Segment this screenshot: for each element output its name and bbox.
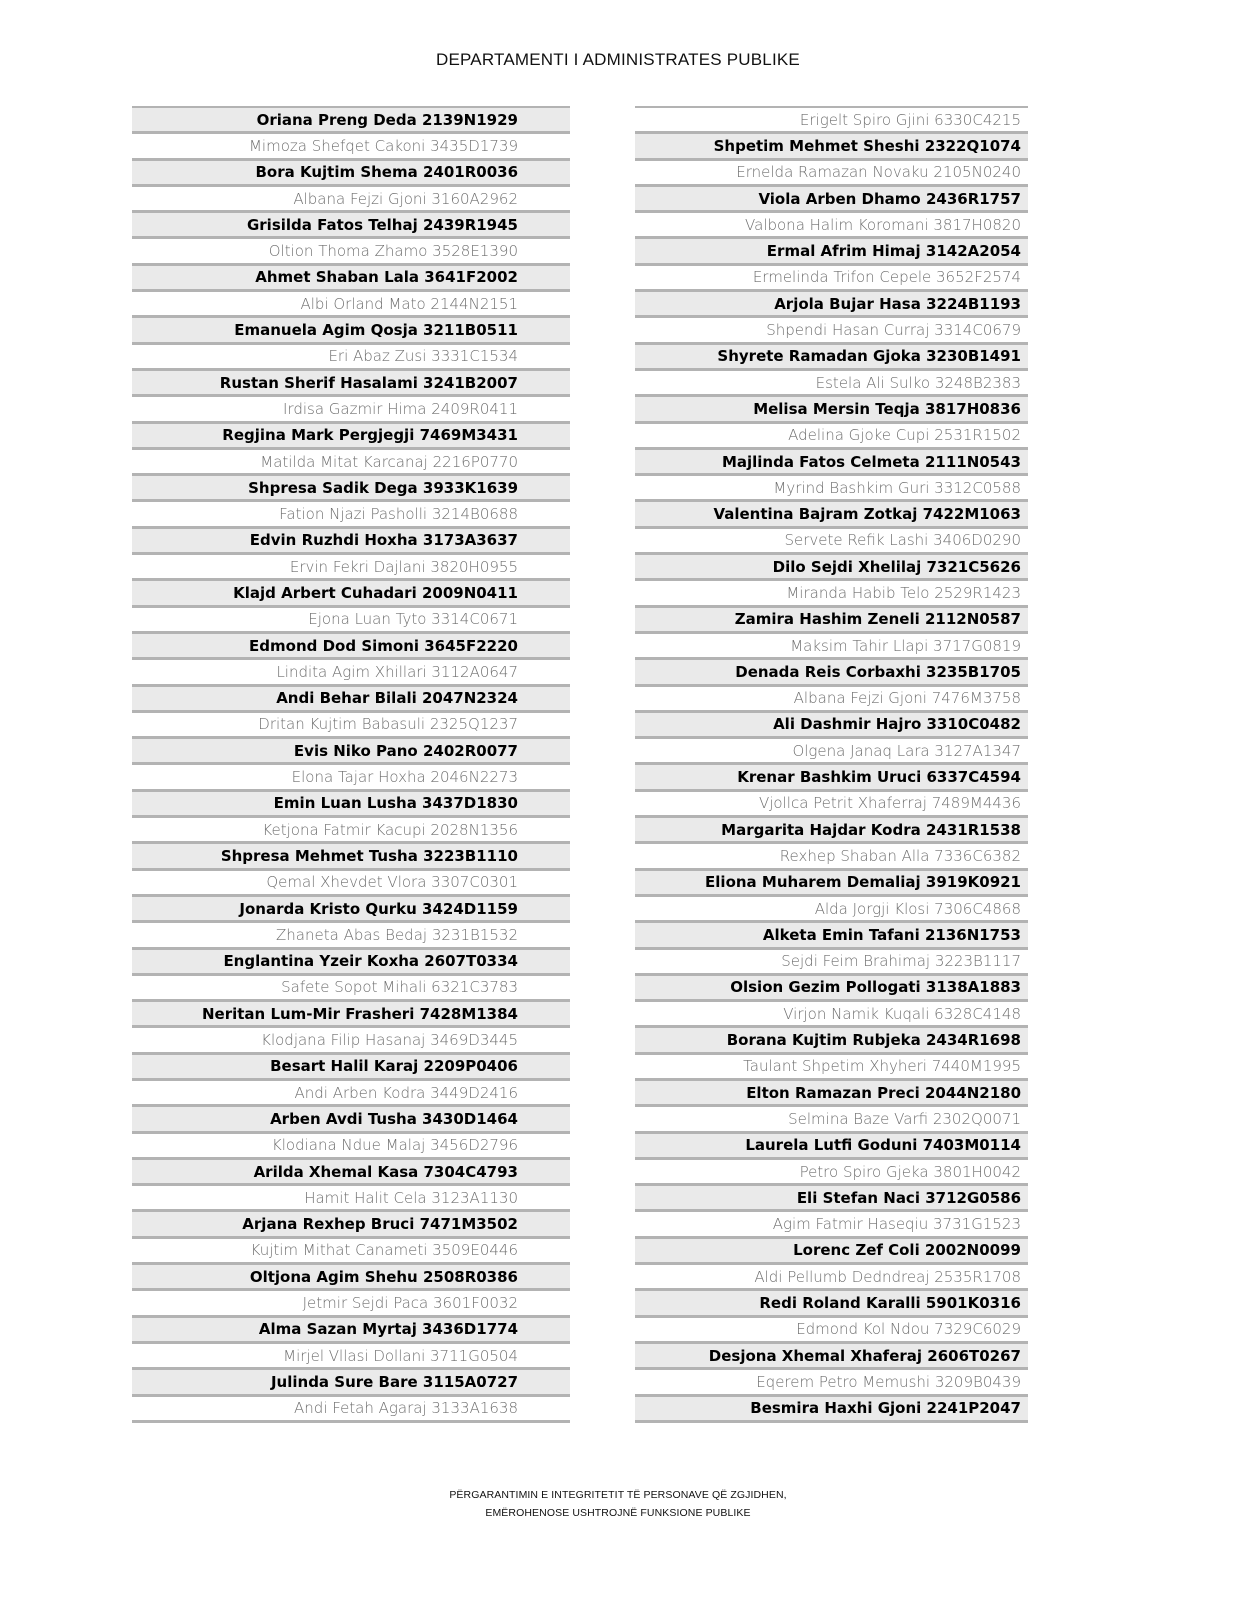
list-item [635,1291,1028,1317]
list-item [132,266,570,292]
right-name-list [635,106,1028,1423]
list-item [132,1134,570,1160]
list-item [635,134,1028,160]
list-item-text: Eqerem Petro Memushi 3209B0439 [756,1372,1021,1391]
list-item [635,1160,1028,1186]
list-item [635,634,1028,660]
list-item [635,739,1028,765]
list-item-text: Majlinda Fatos Celmeta 2111N0543 [721,452,1021,471]
list-item-text: Eliona Muharem Demaliaj 3919K0921 [705,873,1021,892]
list-item [635,1186,1028,1212]
list-item [132,1002,570,1028]
list-item [132,345,570,371]
list-item [635,1397,1028,1423]
list-item-text: Albi Orland Mato 2144N2151 [300,294,518,313]
list-item-text: Estela Ali Sulko 3248B2383 [815,373,1021,392]
list-item [132,844,570,870]
list-item [635,792,1028,818]
list-item-text: Regjina Mark Pergjegji 7469M3431 [222,426,518,445]
list-item-text: Arjola Bujar Hasa 3224B1193 [774,294,1021,313]
list-item [132,713,570,739]
list-item [132,660,570,686]
list-item [635,555,1028,581]
list-item [132,1107,570,1133]
list-item [635,1028,1028,1054]
list-item-text: Evis Niko Pano 2402R0077 [293,741,518,760]
list-item-text: Olsion Gezim Pollogati 3138A1883 [730,978,1021,997]
list-item [132,1370,570,1396]
list-item-text: Petro Spiro Gjeka 3801H0042 [799,1162,1021,1181]
list-item-text: Bora Kujtim Shema 2401R0036 [255,163,518,182]
list-item [132,765,570,791]
list-item [635,1134,1028,1160]
list-item [132,1028,570,1054]
list-item [635,1318,1028,1344]
list-item [132,687,570,713]
list-item-text: Shpendi Hasan Curraj 3314C0679 [766,321,1021,340]
list-item-text: Ejona Luan Tyto 3314C0671 [308,610,518,629]
footer-line-2: EMËROHENOSE USHTROJNË FUNKSIONE PUBLIKE [485,1507,751,1519]
list-item [635,239,1028,265]
list-item [132,108,570,134]
list-item [132,897,570,923]
list-item [635,213,1028,239]
list-item [635,765,1028,791]
list-item-text: Dritan Kujtim Babasuli 2325Q1237 [258,715,518,734]
list-item [635,529,1028,555]
list-item-text: Myrind Bashkim Guri 3312C0588 [773,478,1021,497]
footer-line-1: PËRGARANTIMIN E INTEGRITETIT TË PERSONAVE QË ZGJIDHEN, [449,1489,787,1501]
list-item-text: Ali Dashmir Hajro 3310C0482 [773,715,1021,734]
list-item-text: Albana Fejzi Gjoni 3160A2962 [293,189,518,208]
list-item [635,581,1028,607]
list-item [132,1160,570,1186]
list-item-text: Arilda Xhemal Kasa 7304C4793 [253,1162,518,1181]
list-item-text: Sejdi Feim Brahimaj 3223B1117 [781,952,1021,971]
list-item-text: Adelina Gjoke Cupi 2531R1502 [788,426,1021,445]
list-item-text: Redi Roland Karalli 5901K0316 [759,1294,1021,1312]
list-item [635,1081,1028,1107]
list-item-text: Ernelda Ramazan Novaku 2105N0240 [736,163,1021,182]
list-item-text: Maksim Tahir Llapi 3717G0819 [790,636,1021,655]
list-item [635,187,1028,213]
list-item [635,713,1028,739]
list-item-text: Shpetim Mehmet Sheshi 2322Q1074 [713,136,1021,155]
list-item [132,1318,570,1344]
list-item-text: Mimoza Shefqet Cakoni 3435D1739 [248,136,518,155]
list-item [132,1239,570,1265]
list-item [635,923,1028,949]
list-item [635,266,1028,292]
list-item-text: Klajd Arbert Cuhadari 2009N0411 [233,583,518,602]
list-item [132,608,570,634]
list-item-text: Alketa Emin Tafani 2136N1753 [762,925,1021,944]
list-item [132,871,570,897]
list-item-text: Aldi Pellumb Dedndreaj 2535R1708 [754,1267,1021,1286]
list-item [635,1212,1028,1238]
list-item-text: Vjollca Petrit Xhaferraj 7489M4436 [759,794,1021,813]
list-item-text: Zhaneta Abas Bedaj 3231B1532 [276,925,518,944]
list-item-text: Eli Stefan Naci 3712G0586 [796,1188,1021,1207]
list-item [635,1107,1028,1133]
list-item-text: Olgena Janaq Lara 3127A1347 [792,741,1021,760]
list-item [132,371,570,397]
list-item [635,1002,1028,1028]
list-item-text: Ahmet Shaban Lala 3641F2002 [255,268,518,287]
list-item-text: Edmond Kol Ndou 7329C6029 [796,1320,1021,1339]
list-item [132,976,570,1002]
list-item [132,1055,570,1081]
list-item [132,581,570,607]
list-item-text: Oriana Preng Deda 2139N1929 [256,110,518,129]
left-name-list [132,106,570,1423]
list-item [132,502,570,528]
list-item-text: Edvin Ruzhdi Hoxha 3173A3637 [249,531,518,550]
list-item-text: Selmina Baze Varfi 2302Q0071 [788,1109,1021,1128]
list-item [132,923,570,949]
list-item-text: Dilo Sejdi Xhelilaj 7321C5626 [772,557,1021,576]
list-item [635,1344,1028,1370]
list-item [635,292,1028,318]
list-item-text: Shyrete Ramadan Gjoka 3230B1491 [717,347,1021,366]
list-item [635,976,1028,1002]
list-item [635,871,1028,897]
list-item [635,161,1028,187]
list-item-text: Melisa Mersin Teqja 3817H0836 [753,399,1021,418]
list-item-text: Edmond Dod Simoni 3645F2220 [249,636,518,655]
list-item [132,1344,570,1370]
list-item-text: Erigelt Spiro Gjini 6330C4215 [799,110,1021,129]
list-item [132,239,570,265]
list-item-text: Agim Fatmir Haseqiu 3731G1523 [772,1215,1021,1234]
list-item [132,397,570,423]
list-item [635,608,1028,634]
list-item-text: Ketjona Fatmir Kacupi 2028N1356 [262,820,518,839]
list-item-text: Valentina Bajram Zotkaj 7422M1063 [713,505,1021,524]
list-item [635,897,1028,923]
list-item [132,1397,570,1423]
list-item-text: Besart Halil Karaj 2209P0406 [270,1057,518,1076]
list-item [132,1291,570,1317]
list-item [132,450,570,476]
list-item-text: Margarita Hajdar Kodra 2431R1538 [721,820,1021,839]
list-item [132,161,570,187]
list-item-text: Eri Abaz Zusi 3331C1534 [328,347,518,366]
list-item [132,555,570,581]
list-item-text: Ermal Afrim Himaj 3142A2054 [766,242,1021,261]
list-item-text: Fation Njazi Pasholli 3214B0688 [279,505,518,524]
list-item-text: Viola Arben Dhamo 2436R1757 [758,189,1021,208]
list-item [635,844,1028,870]
list-item-text: Hamit Halit Cela 3123A1130 [304,1188,518,1207]
list-item [132,318,570,344]
list-item [635,660,1028,686]
list-item-text: Desjona Xhemal Xhaferaj 2606T0267 [708,1346,1021,1365]
list-item [635,1239,1028,1265]
list-item-text: Jetmir Sejdi Paca 3601F0032 [302,1294,518,1312]
list-item [635,424,1028,450]
list-item-text: Grisilda Fatos Telhaj 2439R1945 [246,215,518,234]
list-item [132,818,570,844]
list-item [635,371,1028,397]
list-item-text: Klodiana Ndue Malaj 3456D2796 [271,1136,518,1155]
list-item-text: Matilda Mitat Karcanaj 2216P0770 [260,452,518,471]
list-item [635,818,1028,844]
list-item [635,1055,1028,1081]
list-item-text: Shpresa Mehmet Tusha 3223B1110 [220,846,518,865]
list-item-text: Julinda Sure Bare 3115A0727 [270,1372,518,1391]
list-item [132,1186,570,1212]
list-item-text: Lorenc Zef Coli 2002N0099 [793,1241,1021,1260]
list-item-text: Oltjona Agim Shehu 2508R0386 [249,1267,518,1286]
list-item [132,950,570,976]
list-item [132,213,570,239]
list-item [132,529,570,555]
list-item-text: Arjana Rexhep Bruci 7471M3502 [242,1215,518,1234]
list-item [635,318,1028,344]
list-item-text: Mirjel Vllasi Dollani 3711G0504 [283,1346,518,1365]
list-item-text: Andi Arben Kodra 3449D2416 [294,1083,518,1102]
list-item-text: Shpresa Sadik Dega 3933K1639 [248,478,518,497]
list-item-text: Andi Behar Bilali 2047N2324 [276,689,518,708]
list-item [635,687,1028,713]
list-item-text: Oltion Thoma Zhamo 3528E1390 [268,242,518,261]
list-item-text: Borana Kujtim Rubjeka 2434R1698 [726,1031,1021,1050]
list-item [132,134,570,160]
list-item-text: Ervin Fekri Dajlani 3820H0955 [289,557,518,576]
list-item [132,1212,570,1238]
list-item-text: Safete Sopot Mihali 6321C3783 [281,978,518,997]
list-item-text: Taulant Shpetim Xhyheri 7440M1995 [743,1057,1021,1076]
list-item-text: Jonarda Kristo Qurku 3424D1159 [239,899,518,918]
list-item [132,292,570,318]
list-item [635,476,1028,502]
list-item-text: Qemal Xhevdet Vlora 3307C0301 [266,873,518,892]
list-item-text: Krenar Bashkim Uruci 6337C4594 [737,768,1021,787]
list-item [635,108,1028,134]
list-item-text: Albana Fejzi Gjoni 7476M3758 [793,689,1021,708]
list-item-text: Emanuela Agim Qosja 3211B0511 [234,321,518,340]
list-item-text: Valbona Halim Koromani 3817H0820 [745,215,1021,234]
list-item-text: Zamira Hashim Zeneli 2112N0587 [734,610,1021,629]
list-item-text: Rustan Sherif Hasalami 3241B2007 [219,373,518,392]
list-item-text: Klodjana Filip Hasanaj 3469D3445 [261,1031,518,1050]
list-item [132,1265,570,1291]
list-item-text: Elton Ramazan Preci 2044N2180 [746,1083,1021,1102]
list-item-text: Laurela Lutfi Goduni 7403M0114 [745,1136,1021,1155]
list-item [635,1265,1028,1291]
list-item [132,187,570,213]
list-item [132,476,570,502]
list-item [635,345,1028,371]
list-item [635,950,1028,976]
list-item-text: Lindita Agim Xhillari 3112A0647 [276,662,518,681]
list-item [132,634,570,660]
list-item-text: Andi Fetah Agaraj 3133A1638 [294,1399,518,1418]
list-item [635,502,1028,528]
list-item-text: Elona Tajar Hoxha 2046N2273 [291,768,518,787]
page-footer [0,1486,1236,1522]
list-item-text: Neritan Lum-Mir Frasheri 7428M1384 [201,1004,518,1023]
list-item [635,1370,1028,1396]
list-item [132,739,570,765]
list-item-text: Alda Jorgji Klosi 7306C4868 [814,899,1021,918]
list-item-text: Emin Luan Lusha 3437D1830 [273,794,518,813]
list-item [635,397,1028,423]
list-item [132,792,570,818]
list-item-text: Arben Avdi Tusha 3430D1464 [270,1109,518,1128]
list-item-text: Irdisa Gazmir Hima 2409R0411 [283,399,518,418]
list-item-text: Servete Refik Lashi 3406D0290 [784,531,1021,550]
list-item [635,450,1028,476]
list-item-text: Englantina Yzeir Koxha 2607T0334 [223,952,518,971]
list-item-text: Ermelinda Trifon Cepele 3652F2574 [752,268,1021,287]
list-item-text: Alma Sazan Myrtaj 3436D1774 [258,1320,518,1339]
list-item-text: Kujtim Mithat Canameti 3509E0446 [250,1241,518,1260]
list-item-text: Miranda Habib Telo 2529R1423 [786,583,1021,602]
page-title: DEPARTAMENTI I ADMINISTRATES PUBLIKE [436,50,800,69]
list-item [132,1081,570,1107]
list-item-text: Besmira Haxhi Gjoni 2241P2047 [750,1399,1021,1418]
list-item-text: Denada Reis Corbaxhi 3235B1705 [735,662,1021,681]
list-item-text: Virjon Namik Kuqali 6328C4148 [783,1004,1021,1023]
list-item-text: Rexhep Shaban Alla 7336C6382 [779,846,1021,865]
list-item [132,424,570,450]
